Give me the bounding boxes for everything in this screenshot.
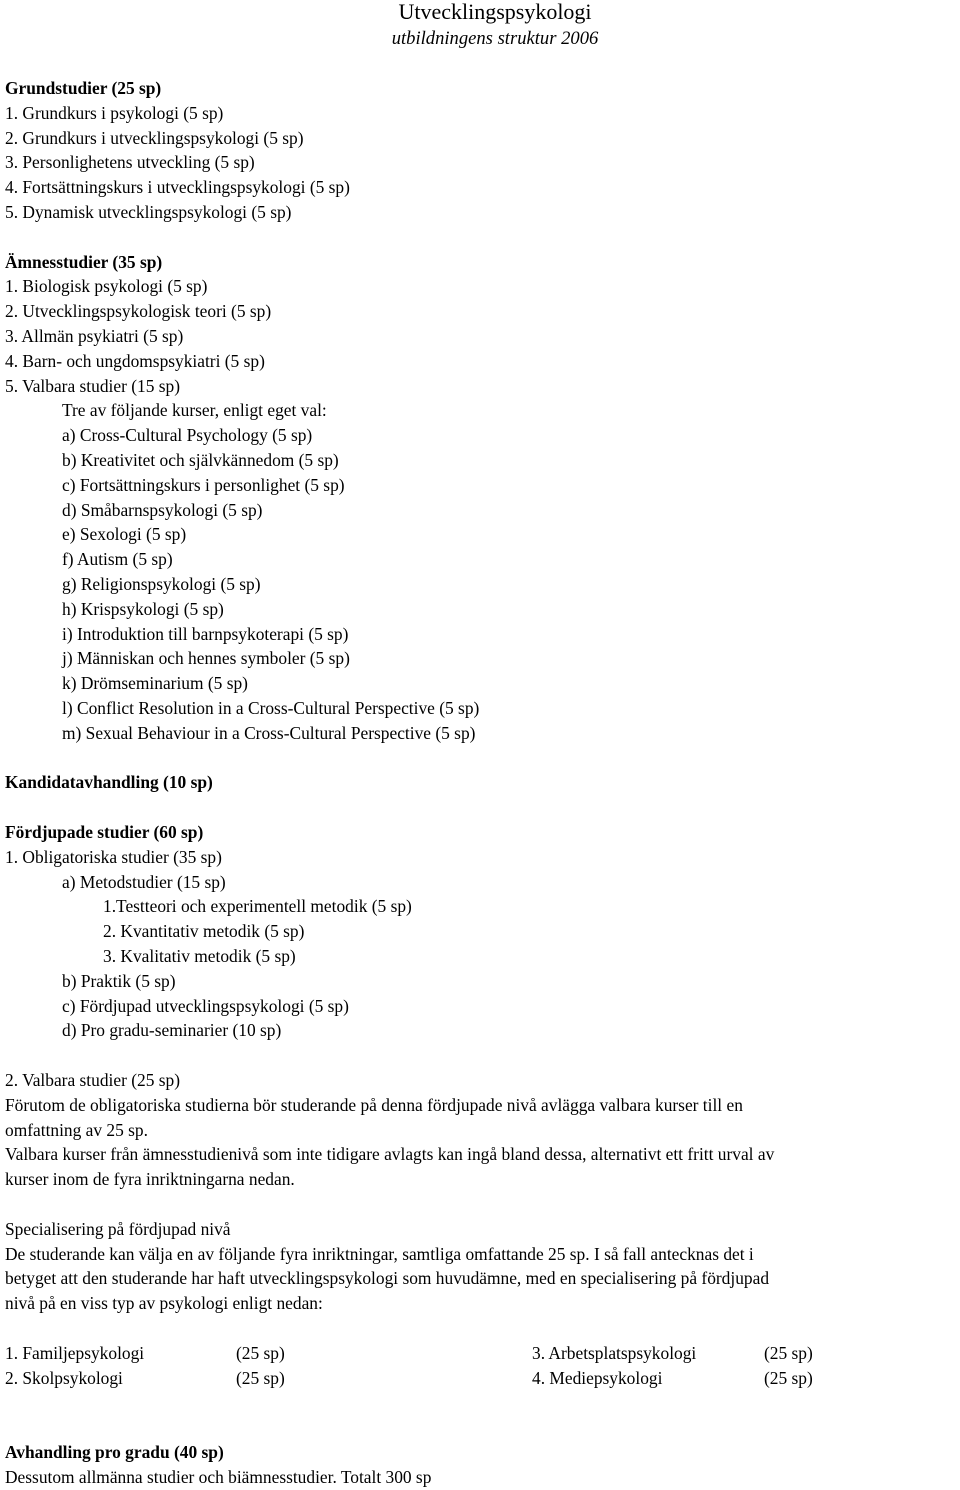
list-item: a) Metodstudier (15 sp): [62, 871, 226, 892]
elective-intro: Tre av följande kurser, enligt eget val:: [62, 400, 327, 421]
specialisering-heading: Specialisering på fördjupad nivå: [5, 1218, 231, 1239]
list-item: 2. Kvantitativ metodik (5 sp): [103, 921, 305, 942]
list-item: 5. Valbara studier (15 sp): [5, 375, 180, 396]
track-credits: (25 sp): [764, 1342, 813, 1363]
closing-line: Dessutom allmänna studier och biämnesstudier. Totalt 300 sp: [5, 1466, 432, 1487]
elective-item: i) Introduktion till barnpsykoterapi (5 sp): [62, 623, 349, 644]
track-credits: (25 sp): [764, 1367, 813, 1388]
paragraph-line: Förutom de obligatoriska studierna bör studerande på denna fördjupade nivå avlägga valbara kurser till en: [5, 1094, 743, 1115]
list-item: 5. Dynamisk utvecklingspsykologi (5 sp): [5, 202, 292, 222]
list-item: 1.Testteori och experimentell metodik (5 sp): [103, 896, 412, 917]
list-item: 4. Fortsättningskurs i utvecklingspsykologi (5 sp): [5, 177, 350, 198]
elective-item: e) Sexologi (5 sp): [62, 524, 187, 545]
list-item: d) Pro gradu-seminarier (10 sp): [62, 1020, 282, 1041]
track-name: 1. Familjepsykologi: [5, 1342, 145, 1363]
valbara-heading: 2. Valbara studier (25 sp): [5, 1070, 180, 1090]
elective-item: m) Sexual Behaviour in a Cross-Cultural Perspective (5 sp): [62, 722, 476, 743]
paragraph-line: kurser inom de fyra inriktningarna nedan.: [5, 1169, 295, 1190]
paragraph-line: De studerande kan välja en av följande fyra inriktningar, samtliga omfattande 25 sp. I så fall antecknas det i: [5, 1243, 754, 1264]
document-title: Utvecklingspsykologi: [398, 0, 592, 24]
elective-item: g) Religionspsykologi (5 sp): [62, 574, 261, 594]
track-name: 2. Skolpsykologi: [5, 1367, 123, 1388]
track-credits: (25 sp): [236, 1367, 285, 1388]
list-item: 3. Allmän psykiatri (5 sp): [5, 326, 184, 346]
list-item: 4. Barn- och ungdomspsykiatri (5 sp): [5, 350, 265, 371]
list-item: 1. Obligatoriska studier (35 sp): [5, 846, 222, 867]
section-heading-fordjupade: Fördjupade studier (60 sp): [5, 822, 204, 842]
elective-item: l) Conflict Resolution in a Cross-Cultural Perspective (5 sp): [62, 698, 480, 718]
paragraph-line: Valbara kurser från ämnesstudienivå som inte tidigare avlagts kan ingå bland dessa, alternativt ett fritt urval av: [5, 1144, 775, 1165]
elective-item: k) Drömseminarium (5 sp): [62, 673, 248, 694]
paragraph-line: betyget att den studerande har haft utvecklingspsykologi som huvudämne, med en specialisering på fördjupad: [5, 1268, 770, 1289]
list-item: 1. Biologisk psykologi (5 sp): [5, 276, 208, 297]
section-heading-grundstudier: Grundstudier (25 sp): [5, 78, 162, 98]
list-item: 2. Grundkurs i utvecklingspsykologi (5 sp): [5, 127, 304, 148]
track-name: 4. Mediepsykologi: [532, 1367, 663, 1388]
section-heading-amnesstudier: Ämnesstudier (35 sp): [5, 251, 163, 272]
elective-item: j) Människan och hennes symboler (5 sp): [62, 648, 350, 669]
document-subtitle: utbildningens struktur 2006: [391, 28, 599, 49]
list-item: 3. Kvalitativ metodik (5 sp): [103, 946, 296, 966]
list-item: 3. Personlighetens utveckling (5 sp): [5, 152, 255, 173]
section-heading-avhandling: Avhandling pro gradu (40 sp): [5, 1442, 224, 1462]
section-heading-kandidat: Kandidatavhandling (10 sp): [5, 772, 213, 793]
elective-item: c) Fortsättningskurs i personlighet (5 sp): [62, 474, 345, 495]
paragraph-line: omfattning av 25 sp.: [5, 1119, 148, 1140]
list-item: b) Praktik (5 sp): [62, 970, 176, 991]
track-credits: (25 sp): [236, 1342, 285, 1363]
list-item: 2. Utvecklingspsykologisk teori (5 sp): [5, 301, 272, 322]
track-name: 3. Arbetsplatspsykologi: [532, 1342, 697, 1363]
list-item: 1. Grundkurs i psykologi (5 sp): [5, 102, 224, 123]
elective-item: d) Småbarnspsykologi (5 sp): [62, 499, 263, 520]
elective-item: h) Krispsykologi (5 sp): [62, 598, 224, 619]
elective-item: f) Autism (5 sp): [62, 549, 173, 570]
list-item: c) Fördjupad utvecklingspsykologi (5 sp): [62, 995, 349, 1016]
elective-item: a) Cross-Cultural Psychology (5 sp): [62, 425, 313, 446]
elective-item: b) Kreativitet och självkännedom (5 sp): [62, 450, 339, 470]
paragraph-line: nivå på en viss typ av psykologi enligt nedan:: [5, 1293, 323, 1314]
